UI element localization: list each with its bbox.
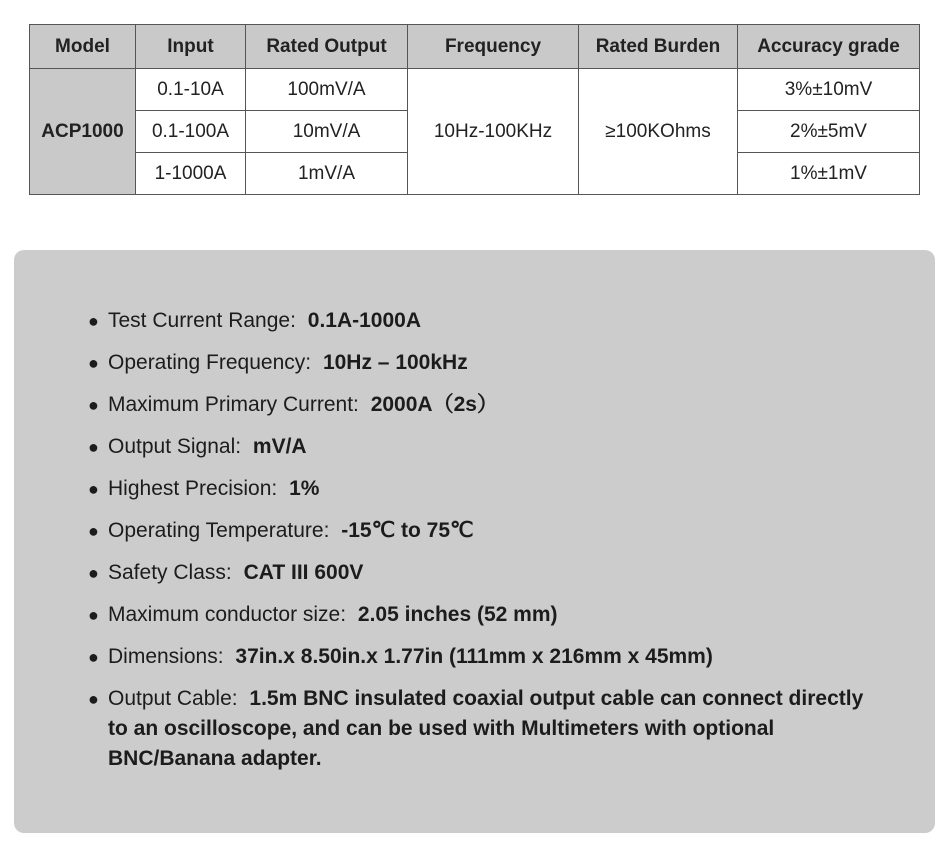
rated-output-cell: 1mV/A <box>246 153 408 195</box>
feature-label: Maximum conductor size: <box>108 603 352 626</box>
feature-output-cable <box>88 684 868 774</box>
bullet-icon: ● <box>88 605 99 625</box>
accuracy-cell: 1%±1mV <box>738 153 920 195</box>
input-cell: 0.1-10A <box>136 69 246 111</box>
rated-output-cell: 10mV/A <box>246 111 408 153</box>
feature-label: Test Current Range: <box>108 309 302 332</box>
feature-value: 2000A（2s） <box>370 393 498 416</box>
feature-label: Safety Class: <box>108 561 238 584</box>
feature-output-signal <box>88 432 868 462</box>
bullet-icon: ● <box>88 647 99 667</box>
feature-safety-class <box>88 558 868 588</box>
feature-test-current-range <box>88 306 868 336</box>
rated-burden-cell: ≥100KOhms <box>579 69 738 195</box>
model-cell: ACP1000 <box>30 69 136 195</box>
input-cell: 1-1000A <box>136 153 246 195</box>
feature-value: 1.5m BNC insulated coaxial output cable can connect directly to an oscilloscope, and can be used with Multimeters with optional BNC/Banana adapter. <box>108 687 864 770</box>
feature-value: 1% <box>289 477 320 500</box>
feature-label: Operating Frequency: <box>108 351 317 374</box>
header-accuracy-grade: Accuracy grade <box>738 25 920 69</box>
feature-value: 2.05 inches (52 mm) <box>357 603 558 626</box>
feature-max-primary-current <box>88 390 868 420</box>
frequency-cell: 10Hz-100KHz <box>408 69 579 195</box>
accuracy-cell: 2%±5mV <box>738 111 920 153</box>
feature-value: -15℃ to 75℃ <box>341 519 474 542</box>
bullet-icon: ● <box>88 353 99 373</box>
feature-dimensions <box>88 642 868 672</box>
spec-table <box>29 24 920 195</box>
feature-value: 10Hz – 100kHz <box>322 351 468 374</box>
feature-label: Output Signal: <box>108 435 247 458</box>
header-frequency: Frequency <box>408 25 579 69</box>
bullet-icon: ● <box>88 395 99 415</box>
feature-label: Operating Temperature: <box>108 519 336 542</box>
feature-label: Highest Precision: <box>108 477 284 500</box>
feature-label: Maximum Primary Current: <box>108 393 365 416</box>
feature-value: 0.1A-1000A <box>307 309 421 332</box>
bullet-icon: ● <box>88 311 99 331</box>
feature-value: mV/A <box>252 435 307 458</box>
header-model: Model <box>30 25 136 69</box>
feature-value: 37in.x 8.50in.x 1.77in (111mm x 216mm x 45mm) <box>235 645 713 668</box>
table-row <box>30 69 920 111</box>
bullet-icon: ● <box>88 479 99 499</box>
feature-operating-temperature <box>88 516 868 546</box>
bullet-icon: ● <box>88 689 99 709</box>
accuracy-cell: 3%±10mV <box>738 69 920 111</box>
feature-label: Output Cable: <box>108 687 244 710</box>
feature-highest-precision <box>88 474 868 504</box>
feature-value: CAT III 600V <box>243 561 364 584</box>
feature-max-conductor-size <box>88 600 868 630</box>
feature-label: Dimensions: <box>108 645 230 668</box>
header-rated-burden: Rated Burden <box>579 25 738 69</box>
bullet-icon: ● <box>88 563 99 583</box>
input-cell: 0.1-100A <box>136 111 246 153</box>
table-header-row <box>30 25 920 69</box>
bullet-icon: ● <box>88 521 99 541</box>
feature-operating-frequency <box>88 348 868 378</box>
header-rated-output: Rated Output <box>246 25 408 69</box>
feature-list <box>88 306 868 786</box>
header-input: Input <box>136 25 246 69</box>
rated-output-cell: 100mV/A <box>246 69 408 111</box>
bullet-icon: ● <box>88 437 99 457</box>
